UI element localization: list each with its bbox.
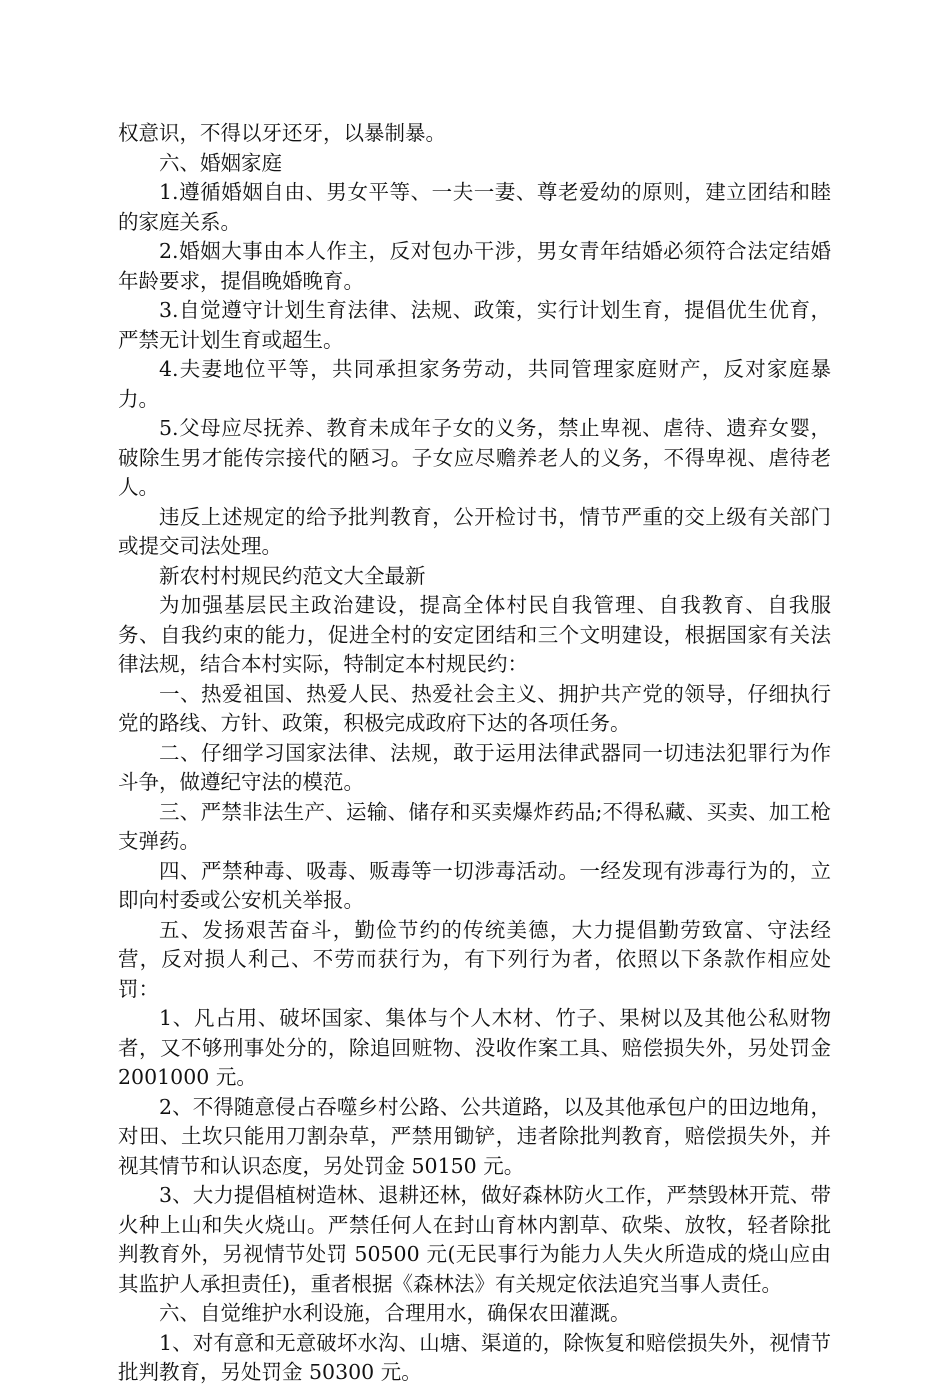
paragraph-item-2: 2.婚姻大事由本人作主，反对包办干涉，男女青年结婚必须符合法定结婚年龄要求，提倡晚婚晚育。 bbox=[118, 239, 831, 293]
paragraph-clause-2: 2、不得随意侵占吞噬乡村公路、公共道路，以及其他承包户的田边地角，对田、土坎只能用刀割杂草，严禁用锄铲，违者除批判教育，赔偿损失外，并视其情节和认识态度，另处罚金 50150 元。 bbox=[118, 1094, 831, 1178]
section-heading-marriage-family: 六、婚姻家庭 bbox=[159, 150, 282, 175]
paragraph-article-1: 一、热爱祖国、热爱人民、热爱社会主义、拥护共产党的领导，仔细执行党的路线、方针、政策，积极完成政府下达的各项任务。 bbox=[118, 681, 831, 735]
paragraph-article-3: 三、严禁非法生产、运输、储存和买卖爆炸药品;不得私藏、买卖、加工枪支弹药。 bbox=[118, 799, 831, 853]
paragraph-item-5: 5.父母应尽抚养、教育未成年子女的义务，禁止卑视、虐待、遗弃女婴，破除生男才能传宗接代的陋习。子女应尽赡养老人的义务，不得卑视、虐待老人。 bbox=[118, 416, 831, 499]
paragraph-clause-3: 3、大力提倡植树造林、退耕还林，做好森林防火工作，严禁毁林开荒、带火种上山和失火烧山。严禁任何人在封山育林内割草、砍柴、放牧，轻者除批判教育外，另视情节处罚 50500 元(无民事行为能力人失火所造成的烧山应由其监护人承担责任)，重者根据《森林法》有关规定依法追究当事人责任。 bbox=[118, 1183, 831, 1296]
paragraph-preamble: 为加强基层民主政治建设，提高全体村民自我管理、自我教育、自我服务、自我约束的能力，促进全村的安定团结和三个文明建设，根据国家有关法律法规，结合本村实际，特制定本村规民约： bbox=[118, 593, 831, 676]
paragraph-clause-1: 1、凡占用、破坏国家、集体与个人木材、竹子、果树以及其他公私财物者，又不够刑事处分的，除追回赃物、没收作案工具、赔偿损失外，另处罚金 2001000 元。 bbox=[118, 1006, 831, 1089]
paragraph-article-5: 五、发扬艰苦奋斗，勤俭节约的传统美德，大力提倡勤劳致富、守法经营，反对损人利己、不劳而获行为，有下列行为者，依照以下条款作相应处罚： bbox=[118, 917, 831, 1001]
paragraph-item-3: 3.自觉遵守计划生育法律、法规、政策，实行计划生育，提倡优生优育，严禁无计划生育或超生。 bbox=[118, 298, 831, 352]
paragraph-item-4: 4.夫妻地位平等，共同承担家务劳动，共同管理家庭财产，反对家庭暴力。 bbox=[118, 357, 831, 411]
paragraph-article-6-clause-1: 1、对有意和无意破坏水沟、山塘、渠道的，除恢复和赔偿损失外，视情节批判教育，另处罚金 50300 元。 bbox=[118, 1330, 831, 1384]
paragraph-article-2: 二、仔细学习国家法律、法规，敢于运用法律武器同一切违法犯罪行为作斗争，做遵纪守法的模范。 bbox=[118, 740, 831, 794]
paragraph-continuation: 权意识，不得以牙还牙，以暴制暴。 bbox=[118, 121, 446, 145]
paragraph-penalty-note: 违反上述规定的给予批判教育，公开检讨书，情节严重的交上级有关部门或提交司法处理。 bbox=[118, 504, 831, 558]
paragraph-article-6: 六、自觉维护水利设施，合理用水，确保农田灌溉。 bbox=[159, 1301, 631, 1325]
document-title: 新农村村规民约范文大全最新 bbox=[159, 563, 426, 588]
document-body bbox=[118, 119, 831, 1388]
paragraph-item-1: 1.遵循婚姻自由、男女平等、一夫一妻、尊老爱幼的原则，建立团结和睦的家庭关系。 bbox=[118, 180, 831, 234]
paragraph-article-4: 四、严禁种毒、吸毒、贩毒等一切涉毒活动。一经发现有涉毒行为的，立即向村委或公安机关举报。 bbox=[118, 858, 831, 912]
